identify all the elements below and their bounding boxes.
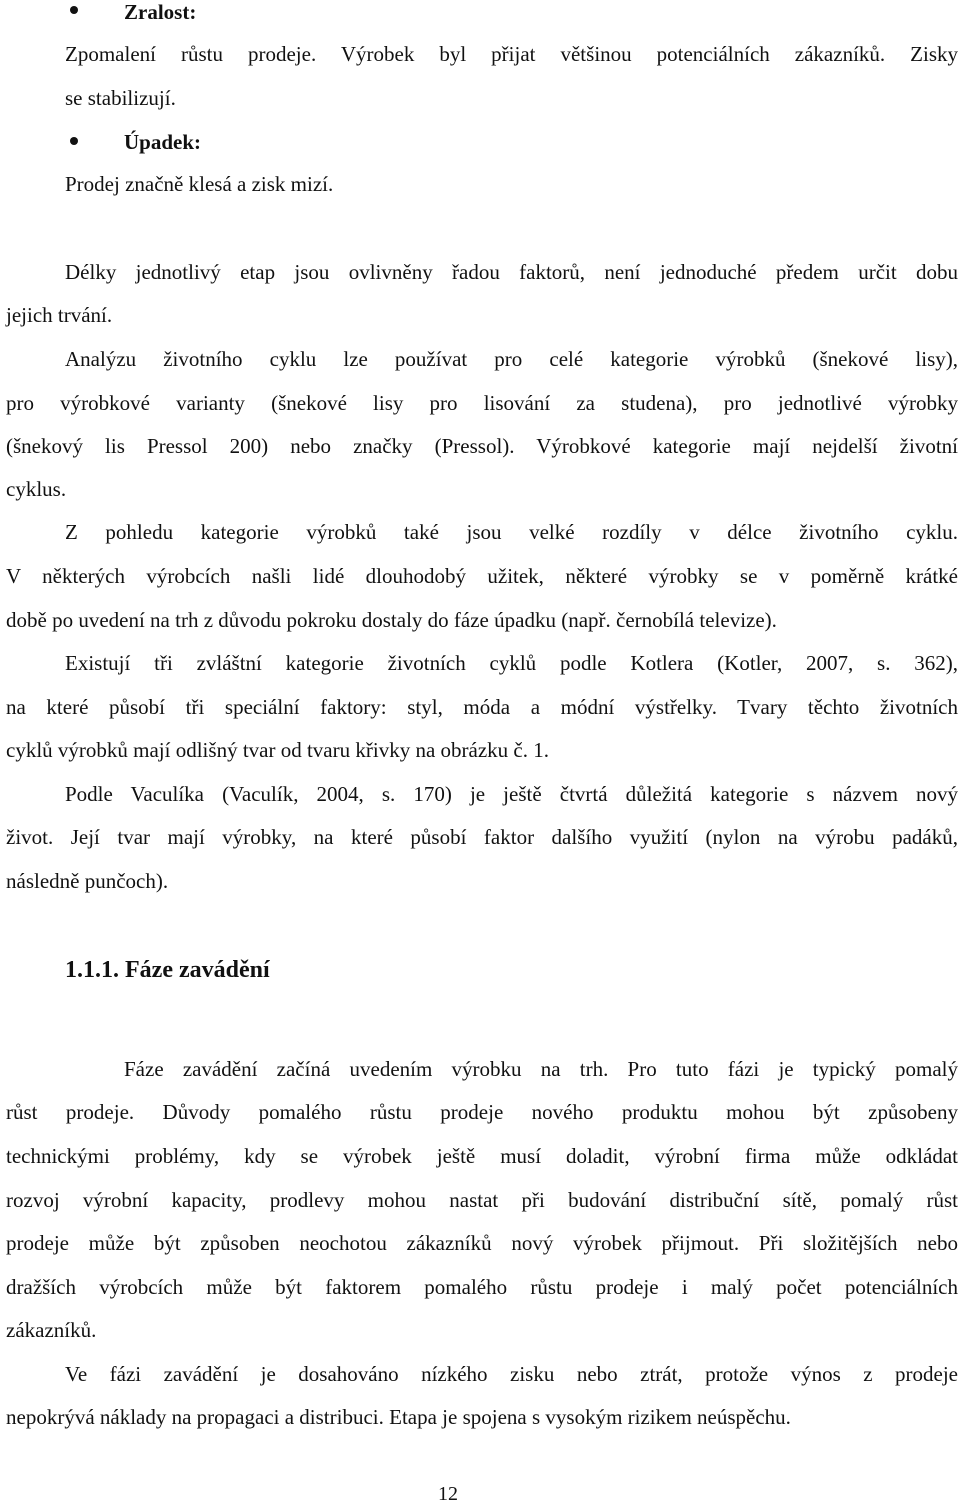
section-heading [65, 956, 270, 984]
paragraph-line: cyklů výrobků mají odlišný tvar od tvaru křivky na obrázku č. 1. [6, 738, 549, 762]
paragraph-line: cyklus. [6, 477, 67, 501]
paragraph-line: rozvoj výrobní kapacity, prodlevy mohou nastat při budování distribuční sítě, pomalý růst [6, 1188, 958, 1212]
paragraph-line: Délky jednotlivý etap jsou ovlivněny řadou faktorů, není jednoduché předem určit dobu [65, 260, 958, 284]
paragraph-line: dražších výrobcích může být faktorem pomalého růstu prodeje i malý počet potenciálních [6, 1275, 958, 1299]
bullet-text: Prodej značně klesá a zisk mizí. [65, 172, 334, 196]
paragraph-line: pro výrobkové varianty (šnekové lisy pro lisování za studena), pro jednotlivé výrobky [6, 391, 958, 415]
section-title: Fáze zavádění [125, 957, 270, 983]
paragraph-line: technickými problémy, kdy se výrobek ještě musí doladit, výrobní firma může odkládat [6, 1144, 958, 1168]
page-number: 12 [438, 1483, 458, 1505]
paragraph-line: na které působí tři speciální faktory: styl, móda a módní výstřelky. Tvary těchto životních [6, 695, 958, 719]
paragraph-line: zákazníků. [6, 1318, 97, 1342]
paragraph-line: jejich trvání. [6, 303, 113, 327]
bullet-title-upadek: Úpadek: [124, 130, 202, 154]
paragraph-line: život. Její tvar mají výrobky, na které působí faktor dalšího využití (nylon na výrobu padáků, [6, 825, 958, 849]
bullet-dot [70, 6, 78, 14]
paragraph-line: následně punčoch). [6, 869, 169, 893]
paragraph-line: době po uvedení na trh z důvodu pokroku dostaly do fáze úpadku (např. černobílá televize). [6, 608, 777, 632]
paragraph-line: Fáze zavádění začíná uvedením výrobku na trh. Pro tuto fázi je typický pomalý [124, 1057, 958, 1081]
paragraph-line: Podle Vaculíka (Vaculík, 2004, s. 170) je ještě čtvrtá důležitá kategorie s názvem nový [65, 782, 958, 806]
section-number: 1.1.1. [65, 957, 119, 983]
paragraph-line: Existují tři zvláštní kategorie životních cyklů podle Kotlera (Kotler, 2007, s. 362), [65, 651, 958, 675]
paragraph-line: prodeje může být způsoben neochotou zákazníků nový výrobek přijmout. Při složitějších nebo [6, 1231, 958, 1255]
bullet-text: se stabilizují. [65, 86, 176, 110]
paragraph-line: Ve fázi zavádění je dosahováno nízkého zisku nebo ztrát, protože výnos z prodeje [65, 1362, 958, 1386]
paragraph-line: Analýzu životního cyklu lze používat pro celé kategorie výrobků (šnekové lisy), [65, 347, 958, 371]
paragraph-line: V některých výrobcích našli lidé dlouhodobý užitek, některé výrobky se v poměrně krátké [6, 564, 958, 588]
paragraph-line: růst prodeje. Důvody pomalého růstu prodeje nového produktu mohou být způsobeny [6, 1100, 958, 1124]
paragraph-line: (šnekový lis Pressol 200) nebo značky (Pressol). Výrobkové kategorie mají nejdelší životní [6, 434, 958, 458]
bullet-title-zralost: Zralost: [124, 0, 197, 24]
bullet-dot [70, 137, 78, 145]
bullet-text: Zpomalení růstu prodeje. Výrobek byl přijat většinou potenciálních zákazníků. Zisky [65, 42, 958, 66]
paragraph-line: Z pohledu kategorie výrobků také jsou velké rozdíly v délce životního cyklu. [65, 520, 958, 544]
paragraph-line: nepokrývá náklady na propagaci a distribuci. Etapa je spojena s vysokým rizikem neúspěchu. [6, 1405, 791, 1429]
